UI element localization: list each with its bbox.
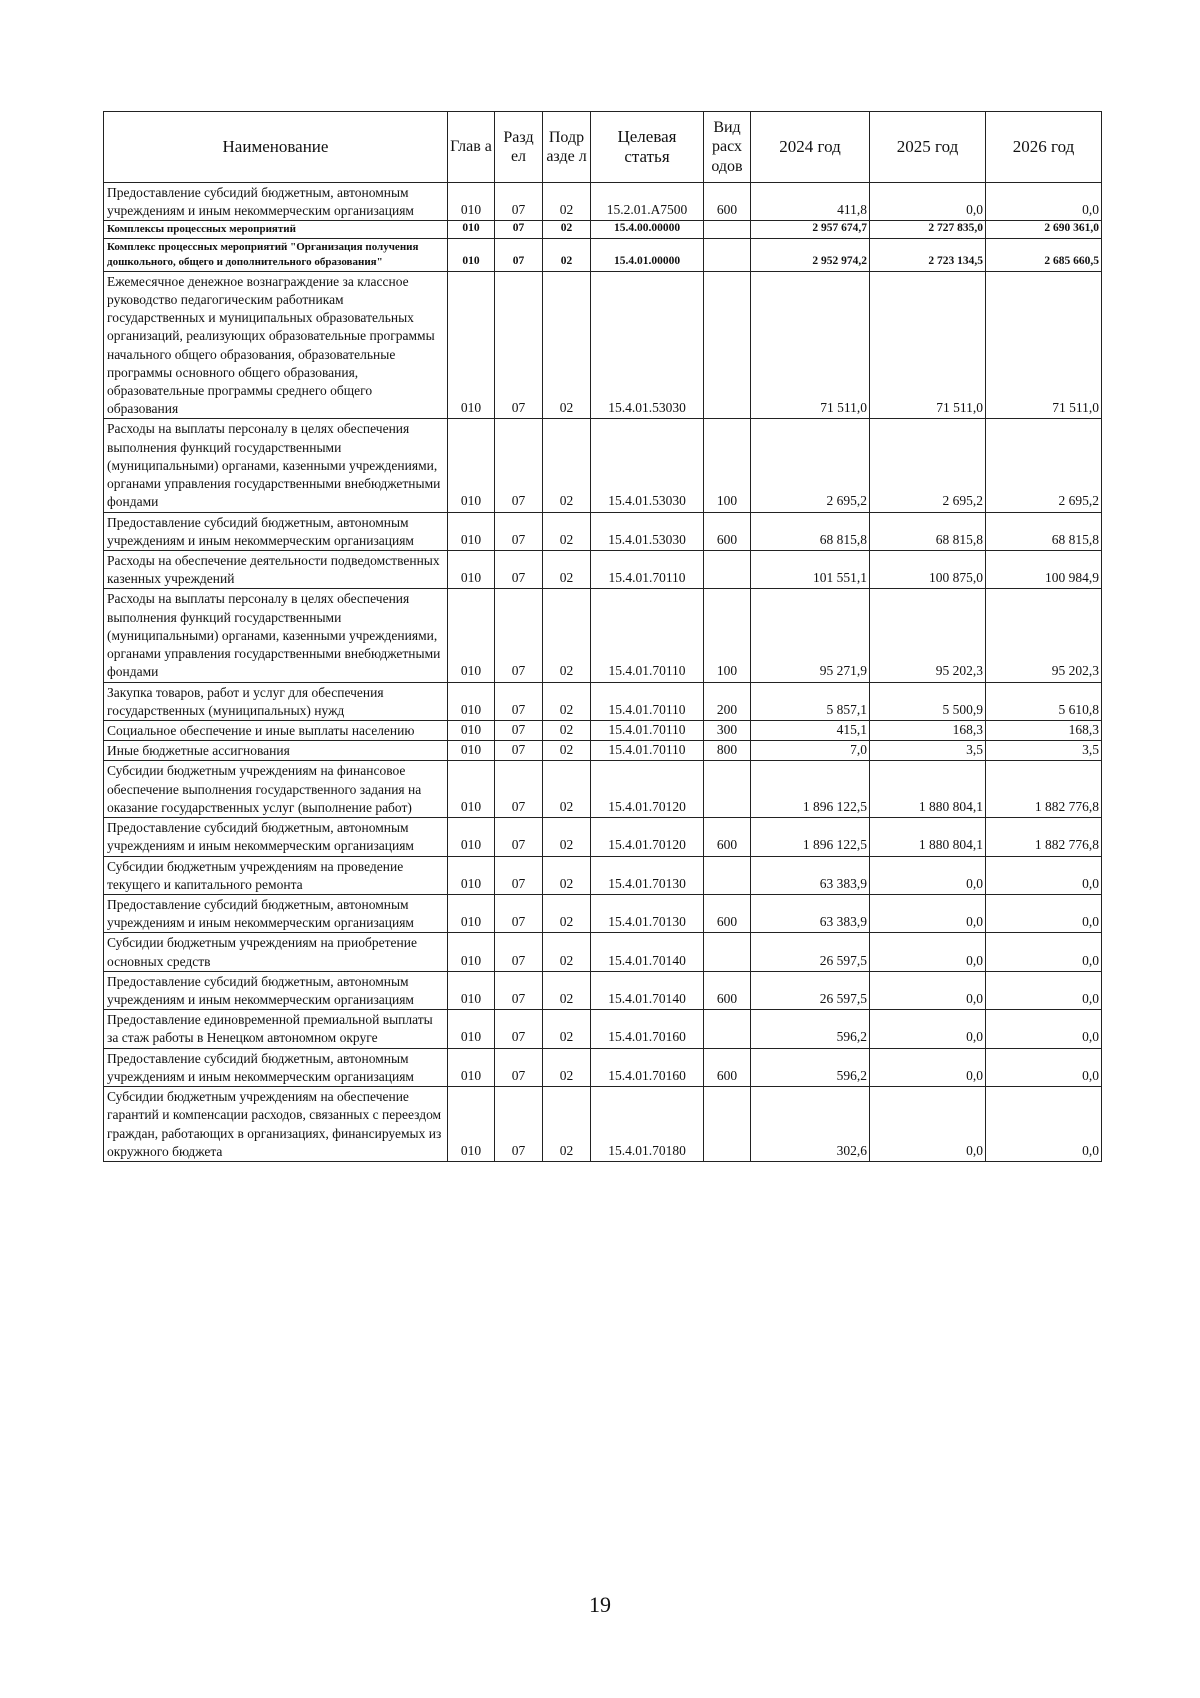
cell-2026: 95 202,3 bbox=[986, 589, 1102, 682]
cell-glava: 010 bbox=[448, 971, 495, 1009]
cell-2026: 1 882 776,8 bbox=[986, 818, 1102, 856]
cell-2024: 95 271,9 bbox=[751, 589, 870, 682]
table-row bbox=[104, 720, 1102, 740]
header-name: Наименование bbox=[104, 112, 448, 183]
cell-name: Расходы на выплаты персоналу в целях обеспечения выполнения функций государственными (муниципальными) органами, казенными учреждениями, органами управления государственными внебюджетными фондами bbox=[104, 589, 448, 682]
cell-2024: 2 695,2 bbox=[751, 419, 870, 512]
cell-razdel: 07 bbox=[495, 971, 543, 1009]
cell-2026: 2 695,2 bbox=[986, 419, 1102, 512]
cell-glava: 010 bbox=[448, 1010, 495, 1048]
cell-celevaya: 15.4.01.53030 bbox=[591, 271, 704, 419]
cell-2024: 302,6 bbox=[751, 1087, 870, 1162]
cell-podrazdel: 02 bbox=[543, 894, 591, 932]
cell-name: Иные бюджетные ассигнования bbox=[104, 741, 448, 761]
cell-name: Субсидии бюджетным учреждениям на проведение текущего и капитального ремонта bbox=[104, 856, 448, 894]
cell-podrazdel: 02 bbox=[543, 1048, 591, 1086]
cell-2026: 100 984,9 bbox=[986, 551, 1102, 589]
cell-2026: 2 685 660,5 bbox=[986, 238, 1102, 271]
cell-2025: 68 815,8 bbox=[870, 512, 986, 550]
cell-podrazdel: 02 bbox=[543, 856, 591, 894]
cell-2026: 0,0 bbox=[986, 1087, 1102, 1162]
cell-razdel: 07 bbox=[495, 1048, 543, 1086]
cell-2025: 0,0 bbox=[870, 1048, 986, 1086]
cell-vid: 100 bbox=[704, 589, 751, 682]
cell-razdel: 07 bbox=[495, 856, 543, 894]
cell-podrazdel: 02 bbox=[543, 551, 591, 589]
table-row bbox=[104, 419, 1102, 512]
table-row bbox=[104, 818, 1102, 856]
cell-2024: 68 815,8 bbox=[751, 512, 870, 550]
cell-celevaya: 15.2.01.А7500 bbox=[591, 183, 704, 221]
cell-name: Социальное обеспечение и иные выплаты населению bbox=[104, 720, 448, 740]
cell-vid: 300 bbox=[704, 720, 751, 740]
cell-podrazdel: 02 bbox=[543, 419, 591, 512]
cell-celevaya: 15.4.01.70140 bbox=[591, 933, 704, 971]
table-row bbox=[104, 271, 1102, 419]
cell-2024: 101 551,1 bbox=[751, 551, 870, 589]
cell-celevaya: 15.4.01.70120 bbox=[591, 761, 704, 818]
cell-razdel: 07 bbox=[495, 512, 543, 550]
cell-2024: 2 957 674,7 bbox=[751, 221, 870, 239]
cell-name: Предоставление субсидий бюджетным, автономным учреждениям и иным некоммерческим организациям bbox=[104, 971, 448, 1009]
cell-2025: 95 202,3 bbox=[870, 589, 986, 682]
cell-glava: 010 bbox=[448, 419, 495, 512]
cell-celevaya: 15.4.01.70180 bbox=[591, 1087, 704, 1162]
cell-razdel: 07 bbox=[495, 551, 543, 589]
cell-2025: 0,0 bbox=[870, 1010, 986, 1048]
cell-2024: 63 383,9 bbox=[751, 894, 870, 932]
cell-2025: 1 880 804,1 bbox=[870, 818, 986, 856]
cell-glava: 010 bbox=[448, 933, 495, 971]
cell-2025: 3,5 bbox=[870, 741, 986, 761]
cell-2024: 596,2 bbox=[751, 1048, 870, 1086]
cell-name: Предоставление субсидий бюджетным, автономным учреждениям и иным некоммерческим организациям bbox=[104, 1048, 448, 1086]
cell-2026: 5 610,8 bbox=[986, 682, 1102, 720]
cell-celevaya: 15.4.01.70110 bbox=[591, 682, 704, 720]
cell-2025: 0,0 bbox=[870, 971, 986, 1009]
cell-2025: 2 727 835,0 bbox=[870, 221, 986, 239]
cell-podrazdel: 02 bbox=[543, 682, 591, 720]
cell-name: Предоставление субсидий бюджетным, автономным учреждениям и иным некоммерческим организациям bbox=[104, 183, 448, 221]
cell-razdel: 07 bbox=[495, 741, 543, 761]
table-row bbox=[104, 512, 1102, 550]
cell-glava: 010 bbox=[448, 551, 495, 589]
table-row bbox=[104, 238, 1102, 271]
cell-2024: 5 857,1 bbox=[751, 682, 870, 720]
cell-2025: 0,0 bbox=[870, 894, 986, 932]
cell-glava: 010 bbox=[448, 512, 495, 550]
cell-2026: 0,0 bbox=[986, 856, 1102, 894]
header-2026: 2026 год bbox=[986, 112, 1102, 183]
cell-2025: 71 511,0 bbox=[870, 271, 986, 419]
cell-2024: 63 383,9 bbox=[751, 856, 870, 894]
cell-2026: 3,5 bbox=[986, 741, 1102, 761]
cell-celevaya: 15.4.01.70110 bbox=[591, 720, 704, 740]
cell-glava: 010 bbox=[448, 1048, 495, 1086]
cell-vid bbox=[704, 856, 751, 894]
cell-celevaya: 15.4.00.00000 bbox=[591, 221, 704, 239]
cell-2025: 0,0 bbox=[870, 183, 986, 221]
cell-name: Субсидии бюджетным учреждениям на обеспечение гарантий и компенсации расходов, связанных с переездом граждан, работающих в организациях, финансируемых из окружного бюджета bbox=[104, 1087, 448, 1162]
cell-celevaya: 15.4.01.70130 bbox=[591, 894, 704, 932]
cell-razdel: 07 bbox=[495, 894, 543, 932]
cell-podrazdel: 02 bbox=[543, 971, 591, 1009]
cell-razdel: 07 bbox=[495, 183, 543, 221]
cell-glava: 010 bbox=[448, 741, 495, 761]
table-row bbox=[104, 551, 1102, 589]
cell-2026: 1 882 776,8 bbox=[986, 761, 1102, 818]
page-number: 19 bbox=[589, 1592, 611, 1617]
table-row bbox=[104, 894, 1102, 932]
cell-2024: 1 896 122,5 bbox=[751, 818, 870, 856]
cell-podrazdel: 02 bbox=[543, 183, 591, 221]
cell-2026: 168,3 bbox=[986, 720, 1102, 740]
header-2024: 2024 год bbox=[751, 112, 870, 183]
cell-glava: 010 bbox=[448, 221, 495, 239]
table-row bbox=[104, 971, 1102, 1009]
cell-podrazdel: 02 bbox=[543, 741, 591, 761]
cell-podrazdel: 02 bbox=[543, 761, 591, 818]
cell-name: Ежемесячное денежное вознаграждение за классное руководство педагогическим работникам государственных и муниципальных образовательных организаций, реализующих образовательные программы начального общего образования, образовательные программы основного общего образования, образовательные программы среднего общего образования bbox=[104, 271, 448, 419]
cell-2026: 71 511,0 bbox=[986, 271, 1102, 419]
cell-name: Субсидии бюджетным учреждениям на приобретение основных средств bbox=[104, 933, 448, 971]
header-glava: Глав а bbox=[448, 112, 495, 183]
cell-2026: 0,0 bbox=[986, 971, 1102, 1009]
cell-2024: 596,2 bbox=[751, 1010, 870, 1048]
header-2025: 2025 год bbox=[870, 112, 986, 183]
table-row bbox=[104, 1087, 1102, 1162]
cell-podrazdel: 02 bbox=[543, 238, 591, 271]
cell-celevaya: 15.4.01.70110 bbox=[591, 551, 704, 589]
cell-vid bbox=[704, 1010, 751, 1048]
cell-vid bbox=[704, 551, 751, 589]
cell-glava: 010 bbox=[448, 720, 495, 740]
cell-podrazdel: 02 bbox=[543, 512, 591, 550]
cell-vid bbox=[704, 1087, 751, 1162]
table-row bbox=[104, 1010, 1102, 1048]
cell-2026: 0,0 bbox=[986, 1010, 1102, 1048]
budget-table bbox=[103, 111, 1102, 1162]
cell-razdel: 07 bbox=[495, 419, 543, 512]
cell-razdel: 07 bbox=[495, 1087, 543, 1162]
cell-2026: 68 815,8 bbox=[986, 512, 1102, 550]
cell-podrazdel: 02 bbox=[543, 1010, 591, 1048]
cell-2024: 1 896 122,5 bbox=[751, 761, 870, 818]
cell-vid bbox=[704, 761, 751, 818]
cell-celevaya: 15.4.01.70120 bbox=[591, 818, 704, 856]
cell-podrazdel: 02 bbox=[543, 221, 591, 239]
table-row bbox=[104, 682, 1102, 720]
cell-2024: 26 597,5 bbox=[751, 971, 870, 1009]
cell-celevaya: 15.4.01.53030 bbox=[591, 512, 704, 550]
cell-vid: 600 bbox=[704, 512, 751, 550]
table-row bbox=[104, 589, 1102, 682]
cell-celevaya: 15.4.01.70110 bbox=[591, 741, 704, 761]
cell-celevaya: 15.4.01.70140 bbox=[591, 971, 704, 1009]
cell-name: Расходы на выплаты персоналу в целях обеспечения выполнения функций государственными (муниципальными) органами, казенными учреждениями, органами управления государственными внебюджетными фондами bbox=[104, 419, 448, 512]
cell-2025: 2 723 134,5 bbox=[870, 238, 986, 271]
cell-razdel: 07 bbox=[495, 238, 543, 271]
cell-razdel: 07 bbox=[495, 818, 543, 856]
cell-razdel: 07 bbox=[495, 720, 543, 740]
cell-2026: 0,0 bbox=[986, 1048, 1102, 1086]
cell-2024: 71 511,0 bbox=[751, 271, 870, 419]
cell-razdel: 07 bbox=[495, 1010, 543, 1048]
cell-name: Предоставление субсидий бюджетным, автономным учреждениям и иным некоммерческим организациям bbox=[104, 512, 448, 550]
table-body bbox=[104, 183, 1102, 1162]
cell-podrazdel: 02 bbox=[543, 589, 591, 682]
cell-name: Расходы на обеспечение деятельности подведомственных казенных учреждений bbox=[104, 551, 448, 589]
cell-vid: 100 bbox=[704, 419, 751, 512]
cell-2026: 0,0 bbox=[986, 183, 1102, 221]
cell-name: Предоставление единовременной премиальной выплаты за стаж работы в Ненецком автономном округе bbox=[104, 1010, 448, 1048]
cell-vid: 600 bbox=[704, 183, 751, 221]
cell-glava: 010 bbox=[448, 761, 495, 818]
table-row bbox=[104, 933, 1102, 971]
header-row bbox=[104, 112, 1102, 183]
table-row bbox=[104, 741, 1102, 761]
cell-podrazdel: 02 bbox=[543, 720, 591, 740]
cell-2025: 0,0 bbox=[870, 856, 986, 894]
cell-2025: 0,0 bbox=[870, 1087, 986, 1162]
table-row bbox=[104, 183, 1102, 221]
cell-vid bbox=[704, 221, 751, 239]
cell-glava: 010 bbox=[448, 682, 495, 720]
cell-2025: 5 500,9 bbox=[870, 682, 986, 720]
cell-glava: 010 bbox=[448, 818, 495, 856]
cell-glava: 010 bbox=[448, 894, 495, 932]
cell-razdel: 07 bbox=[495, 933, 543, 971]
cell-name: Предоставление субсидий бюджетным, автономным учреждениям и иным некоммерческим организациям bbox=[104, 894, 448, 932]
cell-2025: 2 695,2 bbox=[870, 419, 986, 512]
cell-glava: 010 bbox=[448, 1087, 495, 1162]
table-row bbox=[104, 1048, 1102, 1086]
cell-2024: 26 597,5 bbox=[751, 933, 870, 971]
cell-vid: 600 bbox=[704, 818, 751, 856]
cell-razdel: 07 bbox=[495, 682, 543, 720]
cell-vid: 600 bbox=[704, 894, 751, 932]
cell-vid bbox=[704, 238, 751, 271]
cell-vid: 600 bbox=[704, 1048, 751, 1086]
cell-razdel: 07 bbox=[495, 589, 543, 682]
header-razdel: Разд ел bbox=[495, 112, 543, 183]
cell-podrazdel: 02 bbox=[543, 271, 591, 419]
header-celevaya: Целевая статья bbox=[591, 112, 704, 183]
cell-name: Предоставление субсидий бюджетным, автономным учреждениям и иным некоммерческим организациям bbox=[104, 818, 448, 856]
cell-2024: 2 952 974,2 bbox=[751, 238, 870, 271]
cell-podrazdel: 02 bbox=[543, 933, 591, 971]
cell-celevaya: 15.4.01.70130 bbox=[591, 856, 704, 894]
cell-name: Субсидии бюджетным учреждениям на финансовое обеспечение выполнения государственного задания на оказание государственных услуг (выполнение работ) bbox=[104, 761, 448, 818]
cell-celevaya: 15.4.01.70110 bbox=[591, 589, 704, 682]
cell-razdel: 07 bbox=[495, 761, 543, 818]
cell-2025: 100 875,0 bbox=[870, 551, 986, 589]
cell-2025: 1 880 804,1 bbox=[870, 761, 986, 818]
cell-glava: 010 bbox=[448, 238, 495, 271]
cell-vid: 600 bbox=[704, 971, 751, 1009]
header-podrazdel: Подр азде л bbox=[543, 112, 591, 183]
cell-vid bbox=[704, 271, 751, 419]
cell-vid: 800 bbox=[704, 741, 751, 761]
cell-celevaya: 15.4.01.70160 bbox=[591, 1048, 704, 1086]
cell-razdel: 07 bbox=[495, 271, 543, 419]
cell-glava: 010 bbox=[448, 183, 495, 221]
cell-razdel: 07 bbox=[495, 221, 543, 239]
cell-name: Комплексы процессных мероприятий bbox=[104, 221, 448, 239]
cell-glava: 010 bbox=[448, 271, 495, 419]
cell-celevaya: 15.4.01.70160 bbox=[591, 1010, 704, 1048]
cell-2026: 0,0 bbox=[986, 894, 1102, 932]
cell-vid bbox=[704, 933, 751, 971]
cell-podrazdel: 02 bbox=[543, 818, 591, 856]
table-row bbox=[104, 221, 1102, 239]
header-vid: Вид расх одов bbox=[704, 112, 751, 183]
table-row bbox=[104, 856, 1102, 894]
cell-2024: 7,0 bbox=[751, 741, 870, 761]
cell-podrazdel: 02 bbox=[543, 1087, 591, 1162]
cell-celevaya: 15.4.01.00000 bbox=[591, 238, 704, 271]
cell-2025: 0,0 bbox=[870, 933, 986, 971]
cell-2024: 415,1 bbox=[751, 720, 870, 740]
table-row bbox=[104, 761, 1102, 818]
cell-2024: 411,8 bbox=[751, 183, 870, 221]
cell-vid: 200 bbox=[704, 682, 751, 720]
cell-name: Закупка товаров, работ и услуг для обеспечения государственных (муниципальных) нужд bbox=[104, 682, 448, 720]
cell-glava: 010 bbox=[448, 589, 495, 682]
cell-2026: 2 690 361,0 bbox=[986, 221, 1102, 239]
cell-name: Комплекс процессных мероприятий "Организация получения дошкольного, общего и дополнительного образования" bbox=[104, 238, 448, 271]
cell-celevaya: 15.4.01.53030 bbox=[591, 419, 704, 512]
cell-glava: 010 bbox=[448, 856, 495, 894]
cell-2026: 0,0 bbox=[986, 933, 1102, 971]
cell-2025: 168,3 bbox=[870, 720, 986, 740]
